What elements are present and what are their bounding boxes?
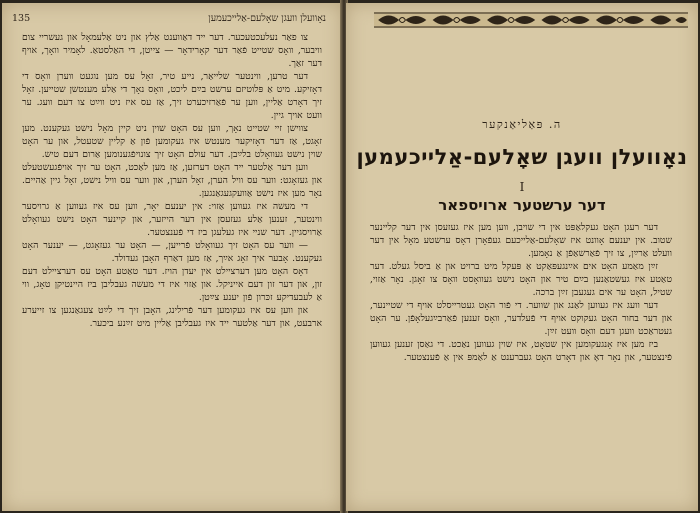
- author-name: ה. פּאַליאַנקער: [482, 118, 562, 131]
- left-page: [2, 3, 342, 511]
- running-header: [12, 13, 326, 27]
- paragraph: זײַן מאַמע האָט אים אײַנגעפּאַקט אַ פּעקל מיט ברויט און אַ ביסל געלט. דער טאַטע איז געשטאַנען בײַם טיר און האָט נישט געוואָסט וואָס צו זאָגן. נאָר אַזוי, שטיל, האָט ער אים געגעבן זײַן ברכה.: [370, 261, 672, 298]
- paragraph: די מעשה איז געווען אַזוי: אין יענעם יאָר, ווען עס איז געווען אַ גרויסער ווינטער, זענען אַלע געזעסן אין דער הייזער, און קיינער האָט נישט געוואָלט אַרויסגיין. דער שניי איז געלעגן ביז די פֿענצטער.: [22, 201, 322, 238]
- story-title: נאָוועלן וועגן שאָלעם-אַלייכעמען: [356, 145, 688, 169]
- paragraph: — ווער עס האָט זיך געוואָלט פֿרייען, — האָט ער געזאָגט, — יענער האָט געקענט. אָבער איך זאָג אײַך, אַז מען דאַרף האָבן געדולד.: [22, 240, 322, 264]
- decorative-border-ornament: [374, 9, 688, 31]
- paragraph: דער וועג איז געווען לאַנג און שווער. די פֿור האָט געטרייסלט אויף די שטיינער, און דער בחור האָט געקוקט אויף די פֿעלדער, וואָס זענען פֿאַרבײַגעלאָפֿן. ער האָט געטראַכט וועגן דעם וואָס וועט זײַן.: [370, 300, 672, 337]
- chapter-title: דער ערשטער ארויספאר: [438, 196, 606, 214]
- paragraph: און ווען עס איז געקומען דער פֿרילינג, האָבן זיך די לײַט צעגאַנגען צו זייערע ארבעט, און דער אַלטער ייד איז געבליבן אַליין מיט זײַנע ביכער.: [22, 305, 322, 329]
- paragraph: דער טרען, ווינטער שלייאַר, נייע טיר, זאָל עס מען נוגעט ווערן וואָס די דאָזיקע. מיט אַ פּלוטיזם ערשט בײַם ליכט, וואָס נאָך די אַלע מענטשן שטייען. זאָל זיך דאָרט אַליין, ווען ער פֿאַרזיכערט זיך, אַז עס איז ניט ווײַט צו דעם וועג. ער וועט אויך גיין.: [22, 71, 322, 121]
- paragraph: ווען דער אַלטער ייד האָט דערזען, אַז מען לאַכט, האָט ער זיך אויפֿגעשטעלט און געזאָגט: ווער עס וויל הערן, זאָל הערן, און ווער עס וויל נישט, זאָל גיין אַהיים. נאָר מען איז נישט אַוועקגעגאַנגען.: [22, 162, 322, 199]
- paragraph: צווישן זיי שטייט נאָך, ווען עס האָט שוין ניט קיין מאָל נישט געקענט. מען זאָגט, אַז דער דאָזיקער מענטש איז געקומען פֿון אַ קליין שטעטל, און ער האָט שוין נישט געוואָלט בלײַבן. דער עולם האָט זיך צונויפֿגענומען אַרום דעם טיש.: [22, 123, 322, 160]
- running-title: נאָוועלן וועגן שאָלעם-אַלייכעמען: [208, 13, 326, 24]
- chapter-number: I: [519, 180, 525, 194]
- paragraph: דאָס האָט מען דערציילט אין יעדן הויז. דער טאַטע האָט עס דערציילט דעם זון, און דער זון דעם אייניקל. און אַזוי איז די מעשה געבליבן ביז היינטיקן טאָג, ווי אַ לעבעדיקע זכּרון פֿון יענע צײַטן.: [22, 266, 322, 303]
- left-page-body: [22, 31, 322, 505]
- right-page-body: [370, 221, 672, 509]
- right-page: [346, 3, 698, 511]
- paragraph: צו פאַר נעלעכטעכער. דער ייד דאַווענט אַלץ און ניט אַלעמאָל און געשריי צום וויבער, וואָס שטייט פֿאַר דער קאָרידאָר — צייטן, די האַלסטאַ. לאָמיר וואָך, אויף דער זאַך.: [22, 32, 322, 69]
- page-number: 135: [12, 13, 31, 24]
- paragraph: דער רעגן האָט געקלאַפּט אין די שויבן, ווען מען איז געזעסן אין דער קליינער שטוב. אין יענעם אָוונט איז שאָלעם-אַלייכעם געפֿאָרן דאָס ערשטע מאָל אין דער וועלט אַרײַן, צו זיך פֿאַרשאַפֿן אַ נאָמען.: [370, 222, 672, 259]
- paragraph: ביז מען איז אָנגעקומען אין שטאָט, איז שוין געווען נאַכט. די גאַסן זענען געווען פֿינצטער, און נאָר דאָ און דאָרט האָט געברענט אַ לאַמפּ אין אַ פֿענצטער.: [370, 339, 672, 363]
